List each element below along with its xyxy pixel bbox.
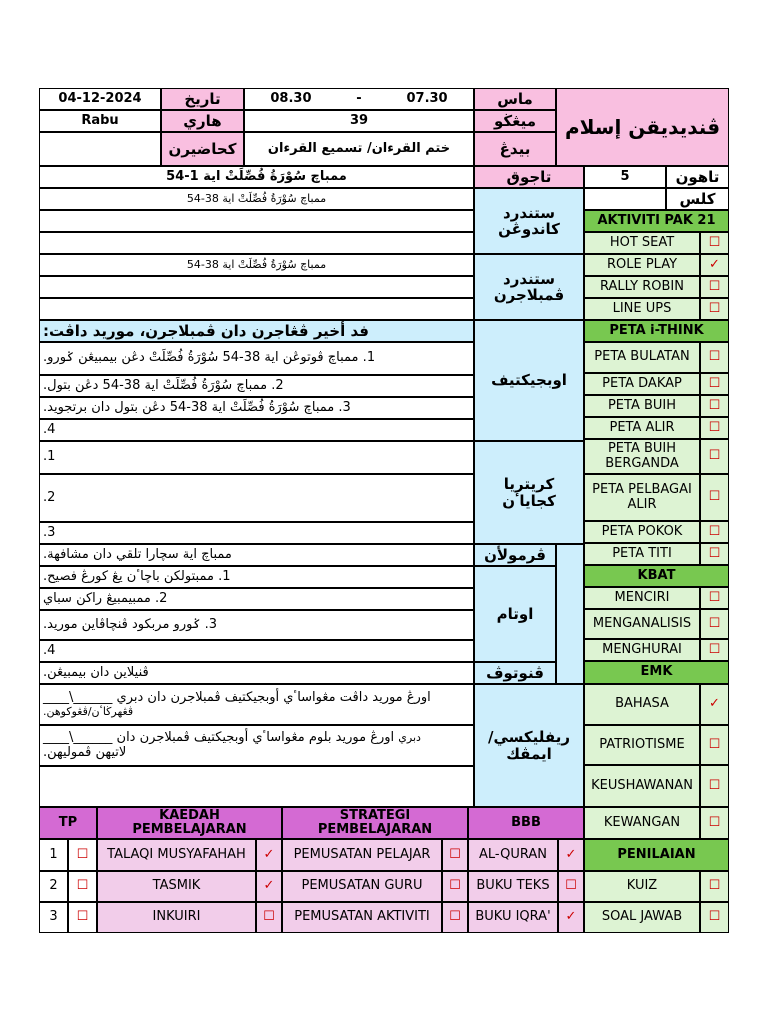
pak21-checkbox-icon[interactable]: ☐	[700, 276, 729, 298]
penilaian-checkbox-icon[interactable]: ☐	[700, 902, 729, 933]
kaedah-label: INKUIRI	[97, 902, 256, 933]
reflection-line-1: اورڠ موريد داڤت مڠواساٴي أوبجيكتيف ڤمبلاجرن دان دبري ______\____ ڤڠهرڬاٴن/ڤڠوكوهن.	[39, 684, 474, 725]
time-label: ماس	[474, 88, 556, 110]
field-label: بيدڠ	[474, 132, 556, 166]
bbb-label: BUKU TEKS	[468, 871, 558, 902]
tp-header: TP	[39, 807, 97, 839]
objective-text: ممباچ ڤوتوڠن اية 38-54 سُوْرَةُ فُصِّلَتْ دڠن بيمبيڠن ݢورو.	[43, 350, 359, 366]
ithink-item-label: PETA BUIH BERGANDA	[584, 439, 700, 474]
criteria-label: كريتريا كجاياٴن	[474, 441, 584, 544]
week-value: 39	[244, 110, 474, 132]
strategi-checkbox-icon[interactable]: ☐	[442, 839, 468, 871]
ithink-item-label: PETA PELBAGAI ALIR	[584, 474, 700, 521]
kbat-checkbox-icon[interactable]: ☐	[700, 609, 729, 639]
ithink-item-label: PETA ALIR	[584, 417, 700, 439]
kaedah-label: TASMIK	[97, 871, 256, 902]
reflection-line2b: لاتيهن ڤموليهن.	[43, 744, 127, 760]
year-value: 5	[584, 166, 666, 188]
penilaian-title: PENILAIAN	[584, 839, 729, 871]
ithink-checkbox-icon[interactable]: ☐	[700, 417, 729, 439]
main-step-text: ممبتولكن باچاٴن يڠ كورڠ فصيح.	[43, 568, 214, 584]
ithink-checkbox-icon[interactable]: ☐	[700, 395, 729, 417]
main-step-num: 2.	[154, 590, 168, 606]
ithink-item-label: PETA BULATAN	[584, 342, 700, 373]
ithink-checkbox-icon[interactable]: ☐	[700, 342, 729, 373]
criteria-3: 3.	[39, 522, 474, 544]
kbat-checkbox-icon[interactable]: ☐	[700, 639, 729, 661]
day-label: هاري	[161, 110, 244, 132]
content-standard-row2	[39, 210, 474, 232]
ithink-title: PETA i-THINK	[584, 320, 729, 342]
kaedah-checkbox-icon[interactable]: ✓	[256, 839, 282, 871]
bbb-checkbox-icon[interactable]: ✓	[558, 839, 584, 871]
kaedah-checkbox-icon[interactable]: ☐	[256, 902, 282, 933]
kaedah-header: KAEDAH PEMBELAJARAN	[97, 807, 282, 839]
strategi-header: STRATEGI PEMBELAJARAN	[282, 807, 468, 839]
pak21-title: AKTIVITI PAK 21	[584, 210, 729, 232]
emk-checkbox-icon[interactable]: ☐	[700, 725, 729, 765]
ithink-checkbox-icon[interactable]: ☐	[700, 474, 729, 521]
emk-item-label: KEUSHAWANAN	[584, 765, 700, 807]
bbb-label: BUKU IQRA'	[468, 902, 558, 933]
content-standard-row3	[39, 232, 474, 254]
objective-text: ممباچ سُوْرَةُ فُصِّلَتْ اية 38-54 دڠن بتول دان برتجويد.	[43, 399, 335, 415]
ithink-item-label: PETA BUIH	[584, 395, 700, 417]
kaedah-label: TALAQI MUSYAFAHAH	[97, 839, 256, 871]
criteria-1: 1.	[39, 441, 474, 474]
pak21-item-label: HOT SEAT	[584, 232, 700, 254]
content-standard-label: ستندرد كاندوڠن	[474, 188, 584, 254]
subject-title: ڤنديديقن إسلام	[556, 88, 729, 166]
bbb-checkbox-icon[interactable]: ☐	[558, 871, 584, 902]
kbat-item-label: MENGANALISIS	[584, 609, 700, 639]
tp-number: 1	[39, 839, 68, 871]
main-label: اوتام	[474, 566, 556, 662]
tp-checkbox-icon[interactable]: ☐	[68, 902, 97, 933]
class-label: كلس	[666, 188, 729, 210]
emk-checkbox-icon[interactable]: ✓	[700, 684, 729, 725]
content-standard-value: ممباچ سُوْرَةُ فُصِّلَتْ اية 38-54	[39, 188, 474, 210]
kbat-title: KBAT	[584, 565, 729, 587]
year-label: تاهون	[666, 166, 729, 188]
kbat-item-label: MENGHURAI	[584, 639, 700, 661]
emk-checkbox-icon[interactable]: ☐	[700, 807, 729, 839]
field-value: ختم القرءان/ تسميع القرءان	[244, 132, 474, 166]
strategi-label: PEMUSATAN GURU	[282, 871, 442, 902]
bbb-header: BBB	[468, 807, 584, 839]
main-step-text: ممبيمبيڠ راكن سباي	[43, 590, 151, 606]
objective-num: 4.	[43, 421, 56, 437]
objective-num: 2.	[271, 377, 284, 393]
tp-number: 3	[39, 902, 68, 933]
penilaian-item-label: KUIZ	[584, 871, 700, 902]
activities-side-strip	[556, 544, 584, 684]
emk-checkbox-icon[interactable]: ☐	[700, 765, 729, 807]
penilaian-item-label: SOAL JAWAB	[584, 902, 700, 933]
time-end: 07.30	[406, 90, 448, 106]
class-value	[584, 188, 666, 210]
tp-number: 2	[39, 871, 68, 902]
criteria-2: 2.	[39, 474, 474, 522]
pak21-item-label: LINE UPS	[584, 298, 700, 320]
main-step-text: ݢورو مربكود ڤنچاڤاين موريد.	[43, 616, 201, 632]
objective-2	[39, 375, 474, 397]
learning-standard-value: ممباچ سُوْرَةُ فُصِّلَتْ اية 38-54	[39, 254, 474, 276]
bbb-checkbox-icon[interactable]: ✓	[558, 902, 584, 933]
reflection-label: ريفليكسي/ ايمڤك	[474, 684, 584, 807]
emk-item-label: KEWANGAN	[584, 807, 700, 839]
attendance-value	[39, 132, 161, 166]
objective-text: ممباچ سُوْرَةُ فُصِّلَتْ اية 38-54 دڠن بتول.	[43, 377, 268, 393]
main-step-num: 3.	[204, 616, 217, 632]
strategi-label: PEMUSATAN AKTIVITI	[282, 902, 442, 933]
time-start: 08.30	[270, 90, 312, 106]
learning-standard-row3	[39, 298, 474, 320]
topic-label: تاجوق	[474, 166, 584, 188]
time-dash: -	[356, 90, 362, 106]
ithink-item-label: PETA DAKAP	[584, 373, 700, 395]
reflection-line2-text: اورڠ موريد بلوم مڠواساٴي أوبجيكتيف ڤمبلاجرن دان	[116, 730, 395, 746]
strategi-checkbox-icon[interactable]: ☐	[442, 871, 468, 902]
main-step-3	[39, 610, 474, 640]
intro-text: ممباچ اية سچارا تلقي دان مشافهة.	[39, 544, 474, 566]
main-step-4	[39, 640, 474, 662]
ithink-item-label: PETA POKOK	[584, 521, 700, 543]
emk-item-label: BAHASA	[584, 684, 700, 725]
learning-standard-row2	[39, 276, 474, 298]
reflection-line1-text: اورڠ موريد داڤت مڠواساٴي أوبجيكتيف ڤمبلاجرن دان دبري	[116, 690, 431, 706]
ithink-checkbox-icon[interactable]: ☐	[700, 439, 729, 474]
strategi-label: PEMUSATAN PELAJAR	[282, 839, 442, 871]
objective-4	[39, 419, 474, 441]
ithink-checkbox-icon[interactable]: ☐	[700, 521, 729, 543]
ithink-item-label: PETA TITI	[584, 543, 700, 565]
date-value: 04-12-2024	[39, 88, 161, 110]
objective-1	[39, 342, 474, 375]
objective-3	[39, 397, 474, 419]
learning-standard-label: ستندرد ڤمبلاجرن	[474, 254, 584, 320]
pak21-checkbox-icon[interactable]: ☐	[700, 232, 729, 254]
ithink-checkbox-icon[interactable]: ☐	[700, 373, 729, 395]
objectives-heading: فد أخير ڤڠاجرن دان ڤمبلاجرن، موريد داڤت:	[39, 320, 474, 342]
reflection-line-3	[39, 766, 474, 807]
penilaian-checkbox-icon[interactable]: ☐	[700, 871, 729, 902]
reflection-line1-small: ڤڠهرڬاٴن/ڤڠوكوهن.	[43, 704, 134, 718]
tp-checkbox-icon[interactable]: ☐	[68, 871, 97, 902]
week-label: ميڠڬو	[474, 110, 556, 132]
topic-value: ممباچ سُوْرَةُ فُصِّلَتْ اية 1-54	[39, 166, 474, 188]
ithink-checkbox-icon[interactable]: ☐	[700, 543, 729, 565]
emk-item-label: PATRIOTISME	[584, 725, 700, 765]
pak21-checkbox-icon[interactable]: ☐	[700, 298, 729, 320]
closing-label: ڤنوتوڤ	[474, 662, 556, 684]
day-value: Rabu	[39, 110, 161, 132]
reflection-line-2: دبري اورڠ موريد بلوم مڠواساٴي أوبجيكتيف ڤمبلاجرن دان ______\____ لاتيهن ڤموليهن.	[39, 725, 474, 766]
pak21-checkbox-icon[interactable]: ✓	[700, 254, 729, 276]
tp-checkbox-icon[interactable]: ☐	[68, 839, 97, 871]
bbb-label: AL-QURAN	[468, 839, 558, 871]
objective-num: 3.	[338, 399, 351, 415]
closing-text: ڤنيلاين دان بيمبيڠن.	[39, 662, 474, 684]
pak21-item-label: ROLE PLAY	[584, 254, 700, 276]
time-range	[244, 88, 474, 110]
main-step-num: 1.	[218, 568, 231, 584]
reflection-line2-small: دبري	[398, 731, 421, 745]
objectives-label: اوبجيكتيف	[474, 320, 584, 441]
pak21-item-label: RALLY ROBIN	[584, 276, 700, 298]
main-step-1	[39, 566, 474, 588]
objective-num: 1.	[362, 350, 376, 366]
emk-title: EMK	[584, 661, 729, 684]
date-label: تاريخ	[161, 88, 244, 110]
kaedah-checkbox-icon[interactable]: ✓	[256, 871, 282, 902]
main-step-2	[39, 588, 474, 610]
kbat-item-label: MENCIRI	[584, 587, 700, 609]
intro-label: ڤرمولأن	[474, 544, 556, 566]
strategi-checkbox-icon[interactable]: ☐	[442, 902, 468, 933]
kbat-checkbox-icon[interactable]: ☐	[700, 587, 729, 609]
attendance-label: كحاضيرن	[161, 132, 244, 166]
main-step-num: 4.	[43, 642, 56, 658]
